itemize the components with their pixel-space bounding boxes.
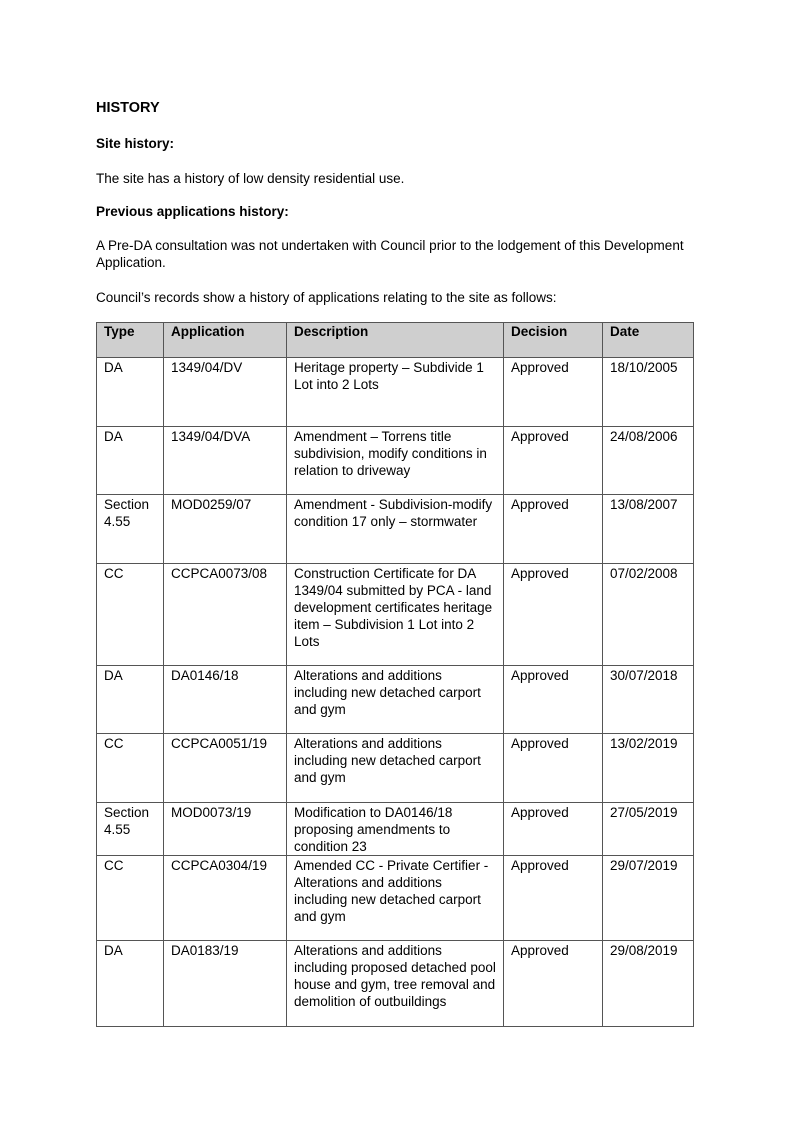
cell-type: CC bbox=[97, 856, 164, 941]
cell-decision: Approved bbox=[504, 734, 603, 803]
cell-type: DA bbox=[97, 666, 164, 734]
cell-type: Section 4.55 bbox=[97, 495, 164, 564]
cell-application: MOD0259/07 bbox=[164, 495, 287, 564]
table-row bbox=[97, 734, 694, 803]
table-row bbox=[97, 941, 694, 1027]
cell-decision: Approved bbox=[504, 427, 603, 495]
cell-date: 29/08/2019 bbox=[603, 941, 694, 1027]
table-row bbox=[97, 564, 694, 666]
header-date: Date bbox=[603, 323, 694, 358]
cell-description: Amended CC - Private Certifier - Alterations and additions including new detached carport and gym bbox=[287, 856, 504, 941]
table-row bbox=[97, 666, 694, 734]
header-decision: Decision bbox=[504, 323, 603, 358]
cell-description: Heritage property – Subdivide 1 Lot into 2 Lots bbox=[287, 358, 504, 427]
cell-description: Amendment - Subdivision-modify condition 17 only – stormwater bbox=[287, 495, 504, 564]
cell-type: Section 4.55 bbox=[97, 803, 164, 856]
cell-application: CCPCA0073/08 bbox=[164, 564, 287, 666]
cell-description: Construction Certificate for DA 1349/04 submitted by PCA - land development certificates heritage item – Subdivision 1 Lot into 2 Lots bbox=[287, 564, 504, 666]
cell-decision: Approved bbox=[504, 856, 603, 941]
cell-date: 24/08/2006 bbox=[603, 427, 694, 495]
site-history-title: Site history: bbox=[96, 136, 175, 151]
cell-decision: Approved bbox=[504, 666, 603, 734]
site-history-text: The site has a history of low density residential use. bbox=[96, 171, 405, 186]
table-row bbox=[97, 358, 694, 427]
cell-description: Alterations and additions including proposed detached pool house and gym, tree removal and demolition of outbuildings bbox=[287, 941, 504, 1027]
cell-application: 1349/04/DVA bbox=[164, 427, 287, 495]
cell-application: DA0146/18 bbox=[164, 666, 287, 734]
previous-applications-text: A Pre-DA consultation was not undertaken with Council prior to the lodgement of this Development Application. bbox=[96, 238, 684, 270]
cell-application: DA0183/19 bbox=[164, 941, 287, 1027]
cell-decision: Approved bbox=[504, 941, 603, 1027]
cell-date: 07/02/2008 bbox=[603, 564, 694, 666]
applications-history-table bbox=[96, 322, 694, 1027]
table-row bbox=[97, 427, 694, 495]
header-type: Type bbox=[97, 323, 164, 358]
table-header-row bbox=[97, 323, 694, 358]
cell-type: DA bbox=[97, 941, 164, 1027]
table-row bbox=[97, 495, 694, 564]
table-row bbox=[97, 803, 694, 856]
cell-description: Modification to DA0146/18 proposing amendments to condition 23 bbox=[287, 803, 504, 856]
cell-description: Alterations and additions including new detached carport and gym bbox=[287, 666, 504, 734]
cell-date: 13/02/2019 bbox=[603, 734, 694, 803]
cell-date: 29/07/2019 bbox=[603, 856, 694, 941]
cell-application: CCPCA0051/19 bbox=[164, 734, 287, 803]
previous-applications-title: Previous applications history: bbox=[96, 204, 289, 219]
cell-application: CCPCA0304/19 bbox=[164, 856, 287, 941]
header-description: Description bbox=[287, 323, 504, 358]
page-heading: HISTORY bbox=[96, 100, 160, 116]
header-application: Application bbox=[164, 323, 287, 358]
cell-decision: Approved bbox=[504, 358, 603, 427]
cell-application: 1349/04/DV bbox=[164, 358, 287, 427]
cell-date: 30/07/2018 bbox=[603, 666, 694, 734]
cell-date: 13/08/2007 bbox=[603, 495, 694, 564]
cell-decision: Approved bbox=[504, 495, 603, 564]
cell-type: CC bbox=[97, 734, 164, 803]
cell-type: CC bbox=[97, 564, 164, 666]
cell-decision: Approved bbox=[504, 564, 603, 666]
table-row bbox=[97, 856, 694, 941]
cell-decision: Approved bbox=[504, 803, 603, 856]
records-intro-text: Council’s records show a history of applications relating to the site as follows: bbox=[96, 290, 557, 305]
cell-description: Alterations and additions including new detached carport and gym bbox=[287, 734, 504, 803]
cell-type: DA bbox=[97, 358, 164, 427]
cell-date: 18/10/2005 bbox=[603, 358, 694, 427]
cell-type: DA bbox=[97, 427, 164, 495]
cell-description: Amendment – Torrens title subdivision, modify conditions in relation to driveway bbox=[287, 427, 504, 495]
cell-application: MOD0073/19 bbox=[164, 803, 287, 856]
cell-date: 27/05/2019 bbox=[603, 803, 694, 856]
